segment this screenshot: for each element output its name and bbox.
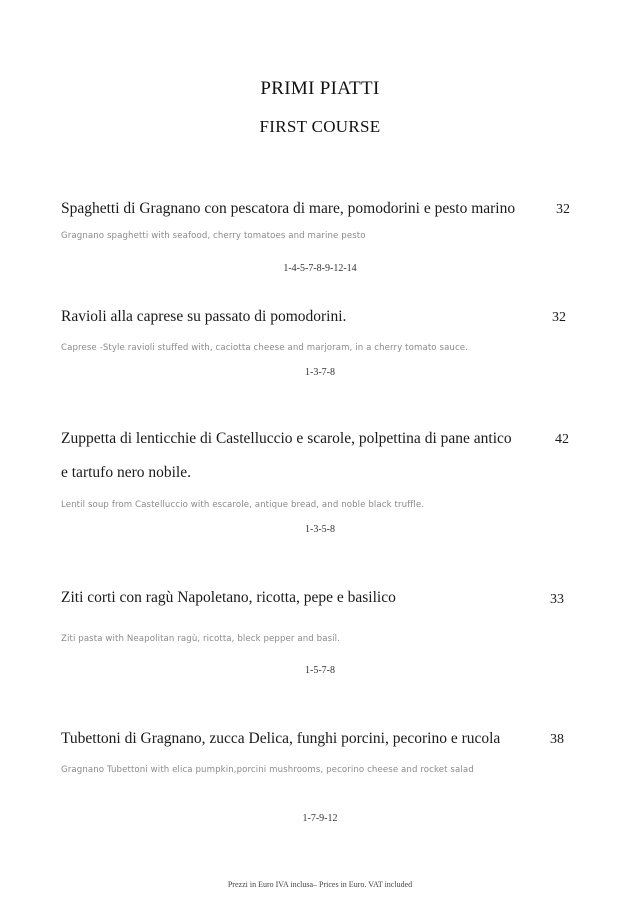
dish-name: Tubettoni di Gragnano, zucca Delica, funghi porcini, pecorino e rucola xyxy=(61,730,501,747)
dish-price: 42 xyxy=(555,432,569,447)
dish-price: 33 xyxy=(550,592,564,607)
dish-description: Gragnano Tubettoni with elica pumpkin,porcini mushrooms, pecorino cheese and rocket salad xyxy=(61,765,474,775)
dish-name: Ziti corti con ragù Napoletano, ricotta, pepe e basilico xyxy=(61,589,396,606)
dish-name-line-1: Zuppetta di lenticchie di Castelluccio e scarole, polpettina di pane antico xyxy=(61,430,512,447)
price-note: Prezzi in Euro IVA inclusa– Prices in Euro. VAT included xyxy=(227,880,413,889)
dish-price: 32 xyxy=(556,202,570,217)
dish-price: 32 xyxy=(552,310,566,325)
dish-price: 38 xyxy=(550,732,564,747)
dish-allergens: 1-7-9-12 xyxy=(302,813,338,824)
dish-allergens: 1-5-7-8 xyxy=(305,665,335,676)
menu-section-subtitle: FIRST COURSE xyxy=(259,117,381,136)
dish-description: Lentil soup from Castelluccio with escarole, antique bread, and noble black truffle. xyxy=(61,500,425,510)
dish-name-line-2: e tartufo nero nobile. xyxy=(61,464,191,481)
dish-description: Ziti pasta with Neapolitan ragù, ricotta, bleck pepper and basil. xyxy=(61,634,340,644)
dish-name: Ravioli alla caprese su passato di pomodorini. xyxy=(61,308,347,325)
dish-allergens: 1-3-5-8 xyxy=(305,524,335,535)
menu-section-title: PRIMI PIATTI xyxy=(260,78,380,99)
dish-allergens: 1-3-7-8 xyxy=(305,367,335,378)
dish-allergens: 1-4-5-7-8-9-12-14 xyxy=(283,263,357,274)
dish-name: Spaghetti di Gragnano con pescatora di mare, pomodorini e pesto marino xyxy=(61,200,516,217)
dish-description: Caprese -Style ravioli stuffed with, caciotta cheese and marjoram, in a cherry tomato sauce. xyxy=(61,343,469,353)
dish-description: Gragnano spaghetti with seafood, cherry tomatoes and marine pesto xyxy=(61,231,366,241)
